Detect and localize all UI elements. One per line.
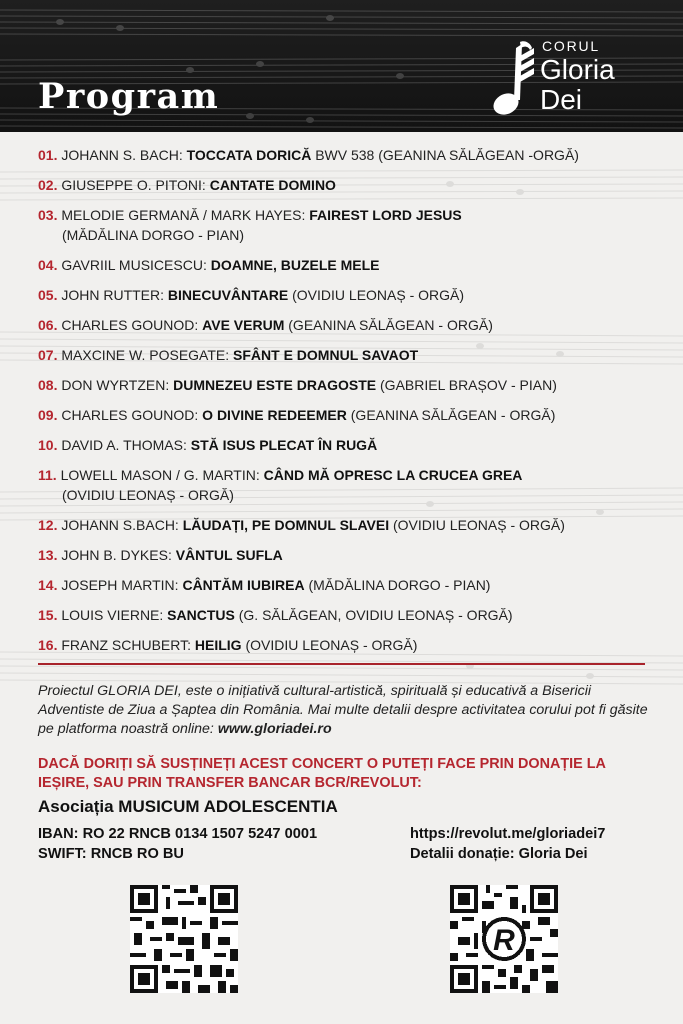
piece-title: DUMNEZEU ESTE DRAGOSTE [173, 377, 377, 393]
donation-note: DACĂ DORIȚI SĂ SUSȚINEȚI ACEST CONCERT O PUTEȚI FACE PRIN DONAȚIE LA IEȘIRE, SAU PRIN TRANSFER BANCAR BCR/REVOLUT: [38, 756, 606, 791]
program-item-12 [38, 515, 663, 545]
program-item-13 [38, 545, 663, 575]
composer: DON WYRTZEN: [61, 377, 170, 393]
item-number: 06. [38, 317, 58, 333]
item-number: 05. [38, 287, 58, 303]
performer: (GABRIEL BRAȘOV - PIAN) [380, 377, 557, 393]
composer: MAXCINE W. POSEGATE: [61, 347, 230, 363]
performer: (OVIDIU LEONAȘ - ORGĂ) [292, 287, 465, 303]
performer: (MĂDĂLINA DORGO - PIAN) [62, 227, 245, 243]
logo-caption: CORUL [542, 38, 601, 54]
item-number: 09. [38, 407, 58, 423]
program-item-14 [38, 575, 663, 605]
item-number: 15. [38, 607, 58, 623]
piece-title: CANTATE DOMINO [209, 177, 336, 193]
item-number: 10. [38, 437, 58, 453]
swift: SWIFT: RNCB RO BU [38, 846, 184, 862]
music-note-icon [490, 38, 536, 120]
performer: (GEANINA SĂLĂGEAN - ORGĂ) [288, 317, 493, 333]
program-list [38, 145, 663, 665]
performer: (OVIDIU LEONAȘ - ORGĂ) [62, 487, 234, 503]
composer: LOUIS VIERNE: [61, 607, 164, 623]
program-item-08 [38, 375, 663, 405]
revolut-badge-icon: R [493, 924, 515, 958]
website-link[interactable]: www.gloriadei.ro [217, 721, 332, 737]
item-number: 14. [38, 577, 58, 593]
composer: JOHANN S.BACH: [61, 517, 179, 533]
item-number: 04. [38, 257, 58, 273]
program-item-10 [38, 435, 663, 465]
performer: (G. SĂLĂGEAN, OVIDIU LEONAȘ - ORGĂ) [238, 607, 513, 623]
composer: JOSEPH MARTIN: [61, 577, 179, 593]
composer: CHARLES GOUNOD: [61, 407, 199, 423]
composer: MELODIE GERMANĂ / MARK HAYES: [61, 207, 306, 223]
composer: JOHN RUTTER: [61, 287, 165, 303]
performer: (MĂDĂLINA DORGO - PIAN) [308, 577, 491, 593]
piece-title: DOAMNE, BUZELE MELE [210, 257, 380, 273]
item-number: 13. [38, 547, 58, 563]
revolut-link[interactable]: https://revolut.me/gloriadei7 [410, 826, 606, 842]
program-item-09 [38, 405, 663, 435]
performer: (GEANINA SĂLĂGEAN - ORGĂ) [350, 407, 556, 423]
choir-logo [490, 36, 660, 120]
item-number: 16. [38, 637, 58, 653]
composer: JOHANN S. BACH: [61, 147, 183, 163]
piece-title: BINECUVÂNTARE [167, 287, 289, 303]
performer: (OVIDIU LEONAȘ - ORGĂ) [393, 517, 565, 533]
piece-title: AVE VERUM [202, 317, 285, 333]
performer: BWV 538 (GEANINA SĂLĂGEAN -ORGĂ) [315, 147, 579, 163]
item-number: 07. [38, 347, 58, 363]
composer: GIUSEPPE O. PITONI: [61, 177, 206, 193]
iban: IBAN: RO 22 RNCB 0134 1507 5247 0001 [38, 826, 318, 842]
item-number: 11. [38, 467, 57, 483]
program-item-04 [38, 255, 663, 285]
program-item-11 [38, 465, 663, 515]
revolut-qr-code[interactable] [450, 885, 558, 993]
composer: DAVID A. THOMAS: [61, 437, 187, 453]
piece-title: SANCTUS [167, 607, 235, 623]
donation-details: Detalii donație: Gloria Dei [410, 846, 588, 862]
piece-title: TOCCATA DORICĂ [186, 147, 312, 163]
item-number: 02. [38, 177, 58, 193]
program-item-03 [38, 205, 663, 255]
item-number: 12. [38, 517, 58, 533]
program-item-01 [38, 145, 663, 175]
logo-name-line2: Dei [540, 84, 583, 115]
performer: (OVIDIU LEONAȘ - ORGĂ) [245, 637, 418, 653]
bank-details [38, 824, 317, 864]
piece-title: HEILIG [194, 637, 242, 653]
program-item-02 [38, 175, 663, 205]
program-item-05 [38, 285, 663, 315]
project-description [38, 682, 650, 739]
piece-title: SFÂNT E DOMNUL SAVAOT [233, 347, 419, 363]
composer: CHARLES GOUNOD: [61, 317, 199, 333]
composer: GAVRIIL MUSICESCU: [61, 257, 207, 273]
website-qr-code[interactable] [130, 885, 238, 993]
composer: LOWELL MASON / G. MARTIN: [60, 467, 260, 483]
piece-title: LĂUDAȚI, PE DOMNUL SLAVEI [182, 517, 390, 533]
intro-text: Proiectul GLORIA DEI, este o inițiativă cultural-artistică, spirituală și educativă a Bisericii Adventiste de Ziua a Șaptea din România. Mai multe detalii despre activitatea corului pot fi găsite pe platforma noastră online: [38, 683, 648, 737]
page-title: Program [38, 76, 220, 117]
item-number: 08. [38, 377, 58, 393]
piece-title: VÂNTUL SUFLA [175, 547, 283, 563]
composer: JOHN B. DYKES: [61, 547, 172, 563]
header-banner [0, 0, 683, 132]
piece-title: CÂND MĂ OPRESC LA CRUCEA GREA [263, 467, 523, 483]
program-item-07 [38, 345, 663, 375]
logo-name-line1: Gloria [540, 54, 615, 85]
program-item-06 [38, 315, 663, 345]
piece-title: STĂ ISUS PLECAT ÎN RUGĂ [190, 437, 378, 453]
section-divider [38, 663, 645, 665]
revolut-details [410, 824, 605, 864]
piece-title: FAIREST LORD JESUS [309, 207, 462, 223]
item-number: 01. [38, 147, 58, 163]
program-item-15 [38, 605, 663, 635]
piece-title: CÂNTĂM IUBIREA [182, 577, 305, 593]
association-name: Asociația MUSICUM ADOLESCENTIA [38, 797, 338, 816]
composer: FRANZ SCHUBERT: [61, 637, 192, 653]
piece-title: O DIVINE REDEEMER [202, 407, 347, 423]
item-number: 03. [38, 207, 58, 223]
program-item-16 [38, 635, 663, 665]
